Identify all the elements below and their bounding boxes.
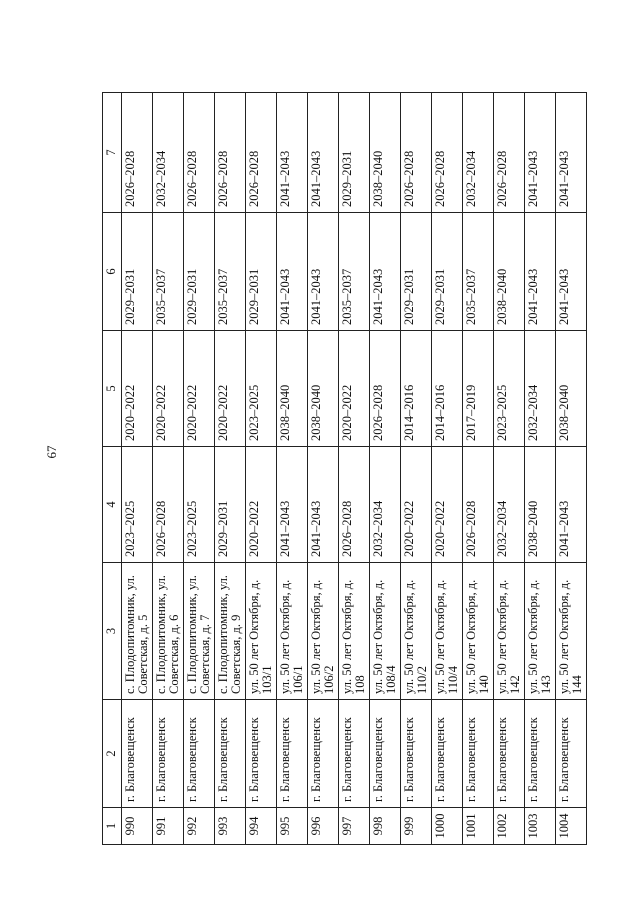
cell-address: ул. 50 лет Октября, д. 110/4 (432, 563, 463, 700)
page-number: 67 (44, 445, 59, 459)
cell-period-col-4: 2038–2040 (525, 447, 556, 563)
cell-address: ул. 50 лет Октября, д. 108 (339, 563, 370, 700)
cell-period-col-7: 2041–2043 (277, 93, 308, 213)
column-header-6: 6 (103, 213, 122, 331)
table-row (370, 93, 401, 845)
column-header-5: 5 (103, 331, 122, 447)
cell-period-col-7: 2026–2028 (494, 93, 525, 213)
cell-period-col-7: 2038–2040 (370, 93, 401, 213)
cell-period-col-5: 2020–2022 (184, 331, 215, 447)
table-row (463, 93, 494, 845)
cell-period-col-6: 2029–2031 (401, 213, 432, 331)
cell-period-col-4: 2029–2031 (215, 447, 246, 563)
cell-city: г. Благовещенск (370, 700, 401, 808)
cell-period-col-5: 2014–2016 (432, 331, 463, 447)
cell-period-col-6: 2035–2037 (153, 213, 184, 331)
cell-period-col-7: 2032–2034 (463, 93, 494, 213)
cell-period-col-6: 2029–2031 (432, 213, 463, 331)
cell-period-col-4: 2041–2043 (556, 447, 587, 563)
cell-address: с. Плодопитомник, ул. Советская, д. 7 (184, 563, 215, 700)
cell-period-col-4: 2032–2034 (370, 447, 401, 563)
cell-period-col-7: 2041–2043 (525, 93, 556, 213)
cell-period-col-4: 2041–2043 (277, 447, 308, 563)
cell-row-number: 993 (215, 808, 246, 845)
table-row (401, 93, 432, 845)
cell-period-col-4: 2041–2043 (308, 447, 339, 563)
cell-row-number: 998 (370, 808, 401, 845)
table-row (525, 93, 556, 845)
cell-period-col-4: 2020–2022 (246, 447, 277, 563)
cell-period-col-7: 2026–2028 (184, 93, 215, 213)
table-row (184, 93, 215, 845)
cell-period-col-6: 2041–2043 (556, 213, 587, 331)
cell-period-col-5: 2020–2022 (122, 331, 153, 447)
cell-period-col-4: 2020–2022 (401, 447, 432, 563)
table-row (122, 93, 153, 845)
cell-period-col-5: 2020–2022 (339, 331, 370, 447)
cell-period-col-4: 2020–2022 (432, 447, 463, 563)
cell-row-number: 1004 (556, 808, 587, 845)
cell-period-col-6: 2029–2031 (122, 213, 153, 331)
cell-period-col-5: 2038–2040 (277, 331, 308, 447)
cell-row-number: 997 (339, 808, 370, 845)
cell-row-number: 1001 (463, 808, 494, 845)
table-row (277, 93, 308, 845)
cell-period-col-7: 2026–2028 (246, 93, 277, 213)
cell-period-col-5: 2014–2016 (401, 331, 432, 447)
cell-period-col-6: 2029–2031 (246, 213, 277, 331)
column-header-4: 4 (103, 447, 122, 563)
cell-city: г. Благовещенск (308, 700, 339, 808)
cell-period-col-4: 2026–2028 (463, 447, 494, 563)
cell-city: г. Благовещенск (277, 700, 308, 808)
cell-period-col-5: 2038–2040 (308, 331, 339, 447)
cell-address: ул. 50 лет Октября, д. 106/2 (308, 563, 339, 700)
cell-row-number: 1002 (494, 808, 525, 845)
column-header-3: 3 (103, 563, 122, 700)
cell-city: г. Благовещенск (556, 700, 587, 808)
cell-row-number: 1003 (525, 808, 556, 845)
cell-period-col-4: 2026–2028 (153, 447, 184, 563)
cell-address: ул. 50 лет Октября, д. 140 (463, 563, 494, 700)
cell-period-col-6: 2035–2037 (463, 213, 494, 331)
cell-row-number: 1000 (432, 808, 463, 845)
cell-row-number: 990 (122, 808, 153, 845)
cell-period-col-4: 2032–2034 (494, 447, 525, 563)
cell-period-col-7: 2026–2028 (432, 93, 463, 213)
table-row (153, 93, 184, 845)
cell-period-col-5: 2020–2022 (153, 331, 184, 447)
cell-period-col-6: 2041–2043 (277, 213, 308, 331)
cell-period-col-7: 2026–2028 (401, 93, 432, 213)
column-header-2: 2 (103, 700, 122, 808)
cell-period-col-6: 2041–2043 (308, 213, 339, 331)
table-row (432, 93, 463, 845)
cell-period-col-5: 2026–2028 (370, 331, 401, 447)
cell-city: г. Благовещенск (215, 700, 246, 808)
table-row (494, 93, 525, 845)
cell-row-number: 996 (308, 808, 339, 845)
cell-period-col-5: 2017–2019 (463, 331, 494, 447)
table-row (339, 93, 370, 845)
cell-city: г. Благовещенск (339, 700, 370, 808)
cell-row-number: 994 (246, 808, 277, 845)
cell-row-number: 995 (277, 808, 308, 845)
cell-address: ул. 50 лет Октября, д. 142 (494, 563, 525, 700)
cell-address: с. Плодопитомник, ул. Советская, д. 6 (153, 563, 184, 700)
cell-period-col-6: 2041–2043 (525, 213, 556, 331)
cell-period-col-5: 2023–2025 (494, 331, 525, 447)
cell-city: г. Благовещенск (401, 700, 432, 808)
table-row (556, 93, 587, 845)
cell-period-col-6: 2035–2037 (215, 213, 246, 331)
cell-address: ул. 50 лет Октября, д. 108/4 (370, 563, 401, 700)
cell-period-col-5: 2038–2040 (556, 331, 587, 447)
cell-period-col-4: 2026–2028 (339, 447, 370, 563)
column-header-1: 1 (103, 808, 122, 845)
table-row (246, 93, 277, 845)
cell-address: ул. 50 лет Октября, д. 143 (525, 563, 556, 700)
cell-address: ул. 50 лет Октября, д. 103/1 (246, 563, 277, 700)
cell-city: г. Благовещенск (494, 700, 525, 808)
column-header-7: 7 (103, 93, 122, 213)
cell-row-number: 991 (153, 808, 184, 845)
table-body (122, 93, 587, 845)
cell-period-col-4: 2023–2025 (184, 447, 215, 563)
cell-period-col-7: 2041–2043 (556, 93, 587, 213)
cell-period-col-6: 2029–2031 (184, 213, 215, 331)
cell-city: г. Благовещенск (122, 700, 153, 808)
cell-row-number: 992 (184, 808, 215, 845)
cell-period-col-5: 2023–2025 (246, 331, 277, 447)
cell-address: ул. 50 лет Октября, д. 144 (556, 563, 587, 700)
cell-address: ул. 50 лет Октября, д. 110/2 (401, 563, 432, 700)
cell-period-col-6: 2038–2040 (494, 213, 525, 331)
cell-period-col-7: 2032–2034 (153, 93, 184, 213)
cell-period-col-6: 2041–2043 (370, 213, 401, 331)
schedule-table (102, 92, 587, 845)
table-row (215, 93, 246, 845)
cell-address: с. Плодопитомник, ул. Советская, д. 9 (215, 563, 246, 700)
rotated-table-wrapper (102, 93, 584, 845)
cell-city: г. Благовещенск (153, 700, 184, 808)
cell-period-col-7: 2041–2043 (308, 93, 339, 213)
cell-period-col-6: 2035–2037 (339, 213, 370, 331)
cell-city: г. Благовещенск (246, 700, 277, 808)
cell-period-col-7: 2026–2028 (215, 93, 246, 213)
cell-period-col-5: 2032–2034 (525, 331, 556, 447)
cell-period-col-4: 2023–2025 (122, 447, 153, 563)
cell-city: г. Благовещенск (525, 700, 556, 808)
cell-city: г. Благовещенск (432, 700, 463, 808)
cell-address: ул. 50 лет Октября, д. 106/1 (277, 563, 308, 700)
cell-period-col-7: 2026–2028 (122, 93, 153, 213)
cell-period-col-7: 2029–2031 (339, 93, 370, 213)
header-row (103, 93, 122, 845)
cell-period-col-5: 2020–2022 (215, 331, 246, 447)
cell-city: г. Благовещенск (184, 700, 215, 808)
cell-address: с. Плодопитомник, ул. Советская, д. 5 (122, 563, 153, 700)
table-row (308, 93, 339, 845)
cell-row-number: 999 (401, 808, 432, 845)
cell-city: г. Благовещенск (463, 700, 494, 808)
